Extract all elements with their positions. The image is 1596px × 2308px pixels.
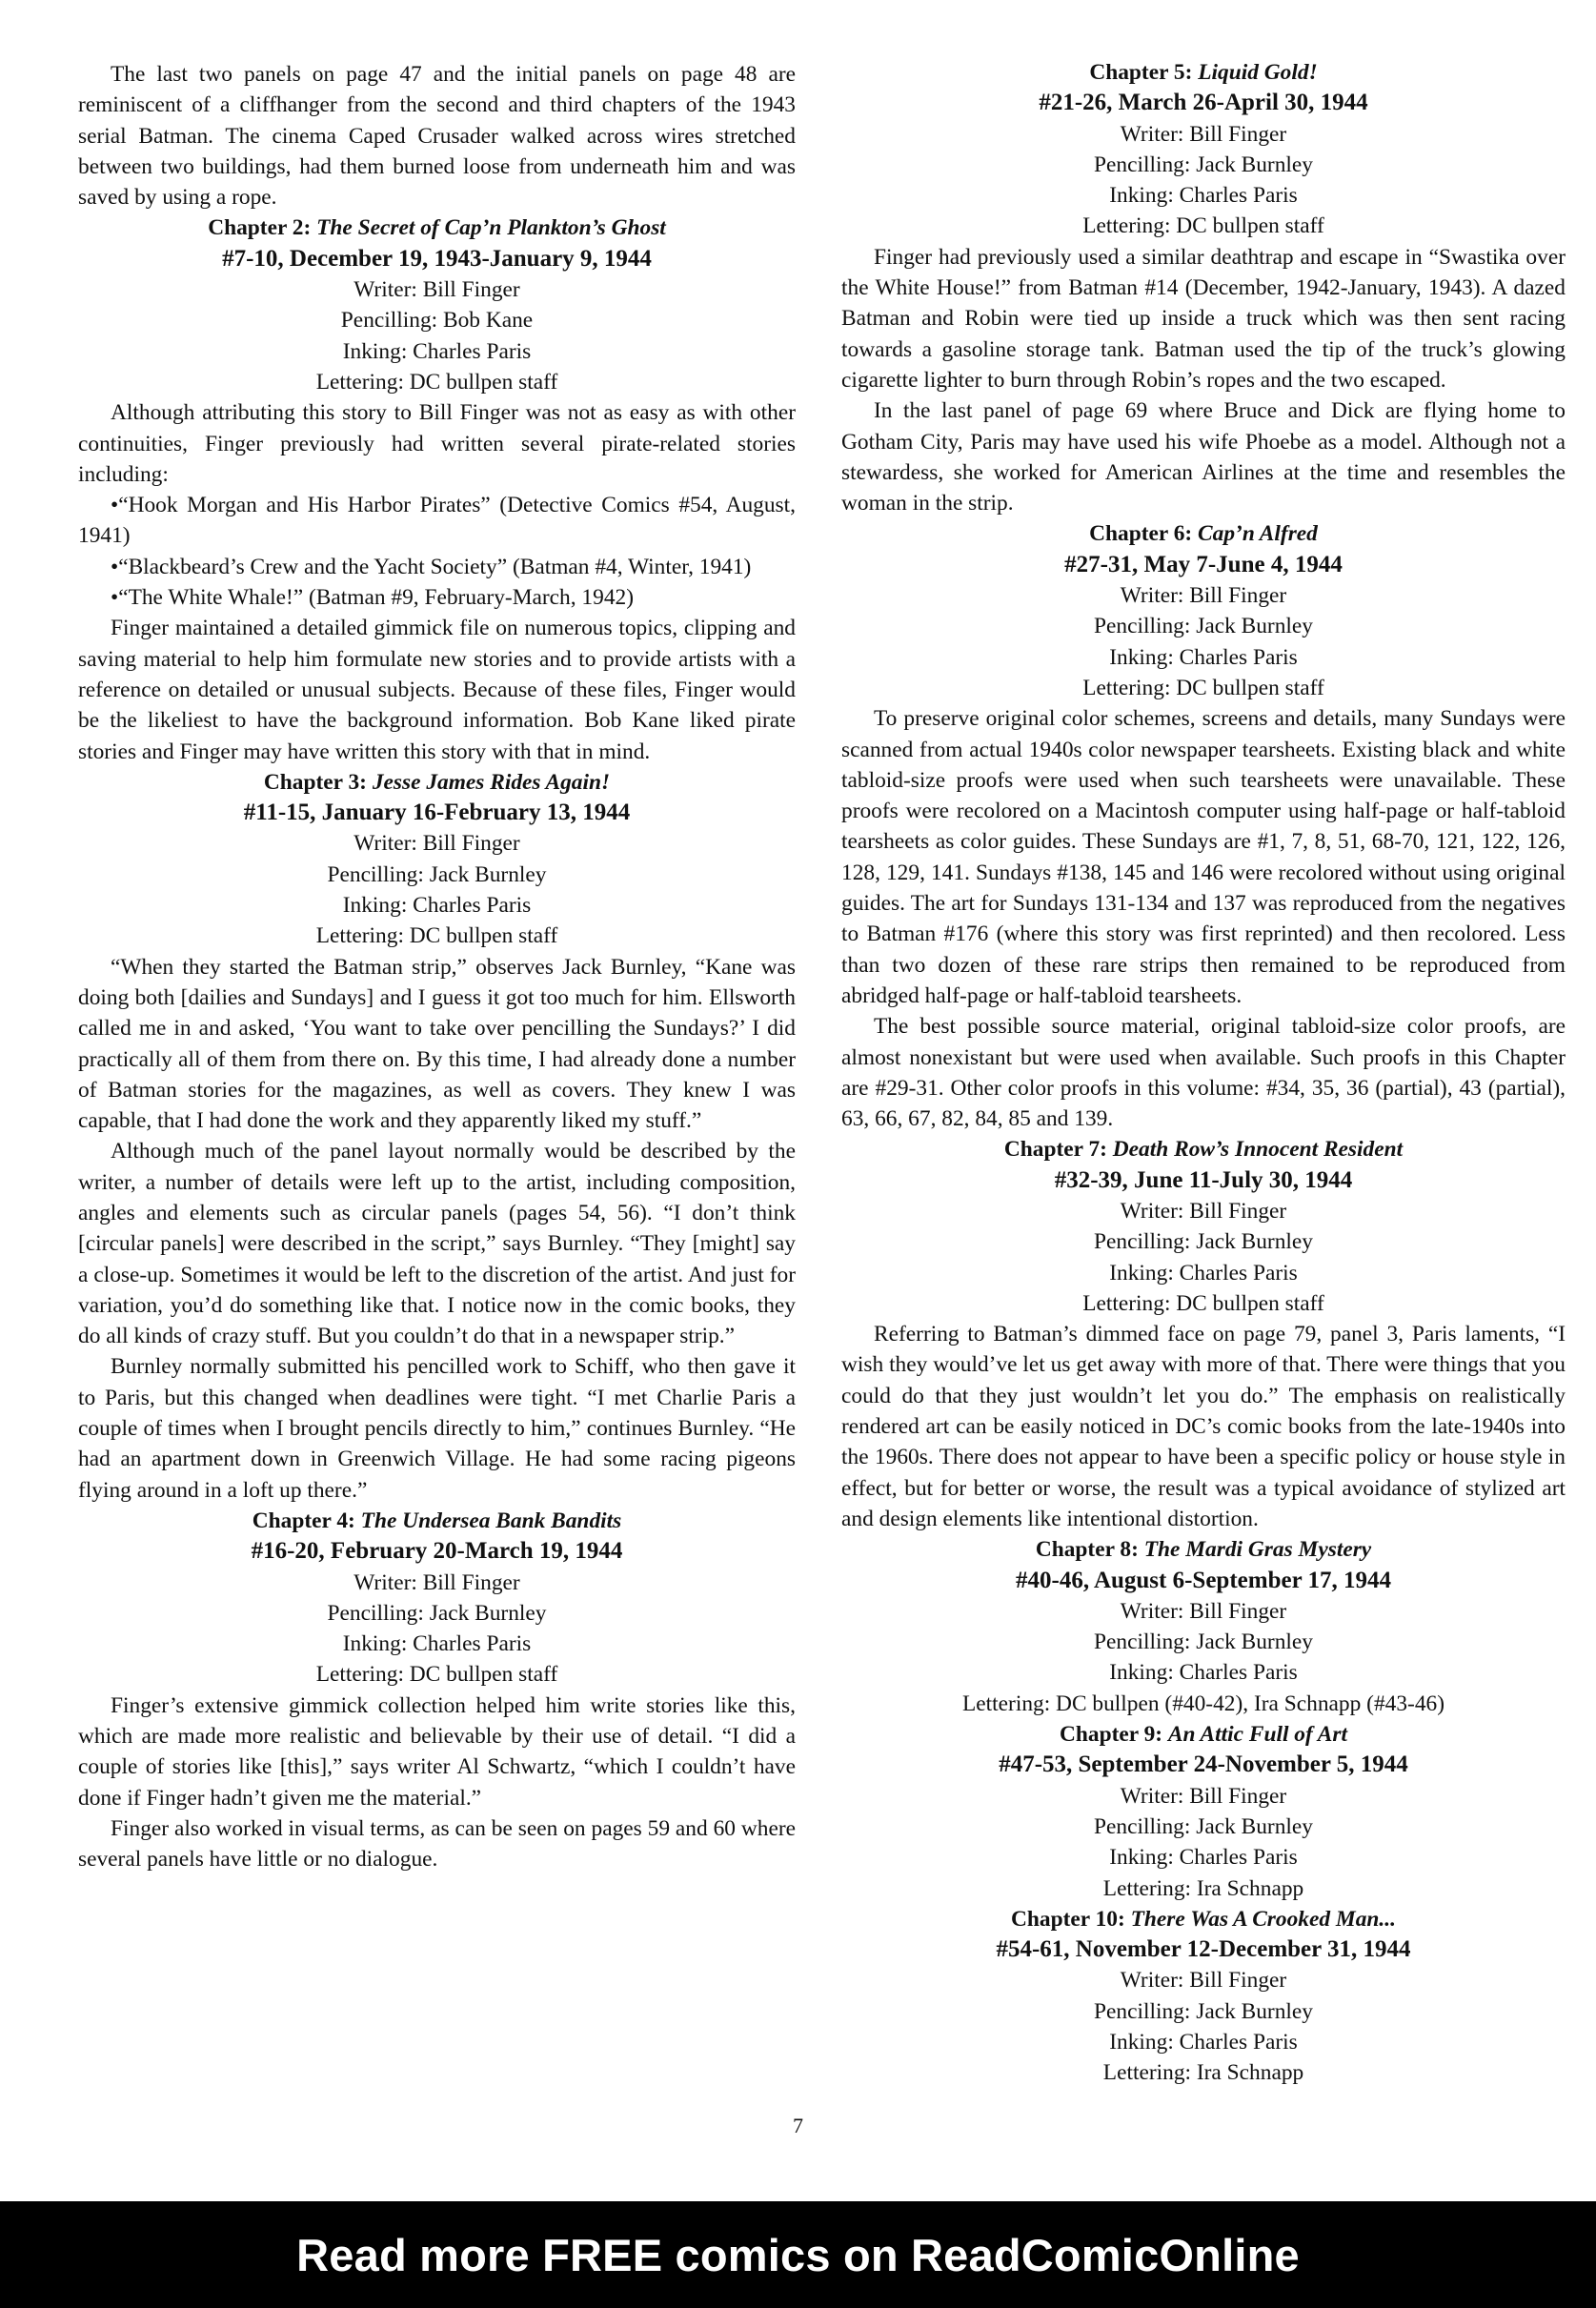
chapter-dates: #54-61, November 12-December 31, 1944 [996, 1936, 1411, 1963]
page-number: 7 [793, 2114, 803, 2137]
credit-line: Inking: Charles Paris [342, 338, 532, 364]
body-paragraph: In the last panel of page 69 where Bruce and Dick are flying home to Gotham City, Paris may have used his wife Phoebe as a model. Although not a stewardess, she worked for American Airlines at the time and resembles the woman in the strip. [841, 398, 1566, 516]
chapter-dates: #47-53, September 24-November 5, 1944 [999, 1751, 1408, 1778]
chapter-heading [78, 767, 796, 798]
body-paragraph: Finger’s extensive gimmick collection helped him write stories like this, which are made more realistic and believable by their use of detail. “I did a couple of stories like [this],” says writer Al Schwartz, “which I couldn’t have done if Finger hadn’t given me the material.” [78, 1692, 796, 1811]
credit-line: Writer: Bill Finger [1120, 583, 1287, 609]
chapter-dates: #40-46, August 6-September 17, 1944 [1016, 1567, 1391, 1593]
chapter-label: Chapter 5: [1089, 60, 1199, 85]
credit-line: Lettering: Ira Schnapp [1102, 1875, 1304, 1901]
credit-line: Pencilling: Jack Burnley [1094, 152, 1313, 177]
credit-line: Lettering: DC bullpen staff [1082, 675, 1324, 700]
chapter-title: The Secret of Cap’n Plankton’s Ghost [316, 215, 666, 241]
chapter-dates: #27-31, May 7-June 4, 1944 [1064, 551, 1343, 577]
credit-line: Lettering: DC bullpen staff [315, 1662, 558, 1688]
credit-line: Pencilling: Jack Burnley [1094, 614, 1313, 639]
chapter-label: Chapter 2: [208, 215, 317, 241]
credit-line: Writer: Bill Finger [1120, 1598, 1287, 1624]
body-paragraph: Burnley normally submitted his pencilled work to Schiff, who then gave it to Paris, but this changed when deadlines were tight. “I met Charlie Paris a couple of times when I brought pencils directly to him,” continues Burnley. “He had an apartment down in Greenwich Village. He had some racing pigeons flying around in a loft up there.” [78, 1354, 796, 1503]
credit-line: Inking: Charles Paris [1109, 2030, 1298, 2055]
chapter-label: Chapter 3: [263, 769, 373, 795]
chapter-title: The Mardi Gras Mystery [1143, 1537, 1372, 1563]
chapter-dates: #11-15, January 16-February 13, 1944 [243, 800, 631, 826]
chapter-heading [841, 1534, 1566, 1565]
credit-line: Pencilling: Bob Kane [340, 308, 534, 334]
chapter-label: Chapter 6: [1089, 521, 1199, 547]
credit-line: Lettering: Ira Schnapp [1102, 2060, 1304, 2086]
body-paragraph: “When they started the Batman strip,” observes Jack Burnley, “Kane was doing both [dailies and Sundays] and I guess it got too much for him. Ellsworth called me in and asked, ‘You want to take over pencilling the Sundays?’ I did practically all of them from there on. By this time, I had already done a number of Batman stories for the magazines, as well as covers. They knew I was capable, that I had done the work and they apparently liked my stuff.” [78, 954, 796, 1134]
credit-line: Writer: Bill Finger [354, 831, 520, 857]
credit-line: Pencilling: Jack Burnley [327, 861, 547, 887]
chapter-label: Chapter 9: [1060, 1722, 1168, 1748]
credit-line: Writer: Bill Finger [354, 1569, 520, 1595]
chapter-dates: #32-39, June 11-July 30, 1944 [1054, 1166, 1353, 1193]
credit-line: Writer: Bill Finger [1120, 1968, 1287, 1994]
chapter-title: Liquid Gold! [1198, 60, 1318, 85]
body-paragraph: Finger had previously used a similar deathtrap and escape in “Swastika over the White House!” from Batman #14 (December, 1942-January, 1943). A dazed Batman and Robin were tied up inside a truck which was then sent racing towards a gasoline storage tank. Batman used the tip of the truck’s glowing cigarette lighter to burn through Robin’s ropes and the two escaped. [841, 244, 1566, 393]
body-paragraph: Although much of the panel layout normally would be described by the writer, a number of details were left up to the artist, including composition, angles and elements such as circular panels (pages 54, 56). “I don’t think [circular panels] were described in the script,” says Burnley. “They [might] say a close-up. Sometimes it would be left to the discretion of the artist. And just for variation, you’d do something like that. I notice now in the comic books, they do all kinds of crazy stuff. But you couldn’t do that in a newspaper strip.” [78, 1139, 796, 1349]
chapter-title: Cap’n Alfred [1198, 521, 1318, 547]
credit-line: Writer: Bill Finger [1120, 1783, 1287, 1809]
credit-line: Pencilling: Jack Burnley [1094, 1229, 1313, 1255]
credit-line: Inking: Charles Paris [1109, 183, 1298, 209]
body-paragraph: Finger also worked in visual terms, as can be seen on pages 59 and 60 where several panels have little or no dialogue. [78, 1815, 796, 1873]
chapter-heading [841, 1719, 1566, 1750]
chapter-heading [78, 213, 796, 243]
chapter-dates: #7-10, December 19, 1943-January 9, 1944 [222, 245, 652, 272]
body-paragraph: The last two panels on page 47 and the initial panels on page 48 are reminiscent of a cliffhanger from the second and third chapters of the 1943 serial Batman. The cinema Caped Crusader walked across wires stretched between two buildings, had them burned loose from underneath him and was saved by using a rope. [78, 62, 796, 211]
chapter-heading [841, 1904, 1566, 1934]
chapter-label: Chapter 4: [252, 1508, 361, 1533]
chapter-heading [78, 1506, 796, 1536]
chapter-heading [841, 57, 1566, 88]
body-paragraph: The best possible source material, original tabloid-size color proofs, are almost nonexistant but were used when available. Such proofs in this Chapter are #29-31. Other color proofs in this volume: #34, 35, 36 (partial), 43 (partial), 63, 66, 67, 82, 84, 85 and 139. [841, 1014, 1566, 1132]
credit-line: Inking: Charles Paris [1109, 1660, 1298, 1686]
chapter-title: An Attic Full of Art [1167, 1722, 1347, 1748]
chapter-label: Chapter 10: [1011, 1906, 1131, 1932]
footer-banner[interactable]: Read more FREE comics on ReadComicOnline [0, 2201, 1596, 2308]
bullet-item: •“The White Whale!” (Batman #9, February-March, 1942) [111, 585, 635, 611]
body-paragraph: Although attributing this story to Bill Finger was not as easy as with other continuities, Finger previously had written several pirate-related stories including: [78, 400, 796, 487]
credit-line: Pencilling: Jack Burnley [327, 1600, 547, 1626]
chapter-dates: #21-26, March 26-April 30, 1944 [1039, 90, 1368, 116]
credit-line: Pencilling: Jack Burnley [1094, 1998, 1313, 2024]
body-paragraph: To preserve original color schemes, screens and details, many Sundays were scanned from actual 1940s color newspaper tearsheets. Existing black and white tabloid-size proofs were used when such tearsheets were unavailable. These proofs were recolored on a Macintosh computer using half-page or half-tabloid tearsheets as color guides. These Sundays are #1, 7, 8, 51, 68-70, 121, 122, 126, 128, 129, 141. Sundays #138, 145 and 146 were recolored without using original guides. The art for Sundays 131-134 and 137 was reproduced from the negatives to Batman #176 (where this story was first reprinted) and then recolored. Less than two dozen of these rare strips then remained to be reproduced from abridged half-page or half-tabloid tearsheets. [841, 706, 1566, 1008]
credit-line: Pencilling: Jack Burnley [1094, 1813, 1313, 1839]
left-column [78, 59, 796, 1875]
bullet-item: •“Hook Morgan and His Harbor Pirates” (Detective Comics #54, August, 1941) [78, 493, 796, 549]
credit-line: Inking: Charles Paris [1109, 644, 1298, 670]
body-paragraph: Finger maintained a detailed gimmick file on numerous topics, clipping and saving material to help him formulate new stories and to provide artists with a reference on detailed or unusual subjects. Because of these files, Finger would be the likeliest to have the background information. Bob Kane liked pirate stories and Finger may have written this story with that in mind. [78, 616, 796, 764]
credit-line: Inking: Charles Paris [1109, 1845, 1298, 1871]
chapter-heading [841, 518, 1566, 549]
credit-line: Lettering: DC bullpen staff [315, 923, 558, 949]
credit-line: Inking: Charles Paris [342, 893, 532, 919]
chapter-heading [841, 1134, 1566, 1164]
credit-line: Lettering: DC bullpen (#40-42), Ira Schnapp (#43-46) [961, 1691, 1445, 1716]
credit-line: Pencilling: Jack Burnley [1094, 1630, 1313, 1655]
credit-line: Inking: Charles Paris [342, 1631, 532, 1657]
credit-line: Inking: Charles Paris [1109, 1260, 1298, 1286]
credit-line: Lettering: DC bullpen staff [315, 369, 558, 395]
bullet-item: •“Blackbeard’s Crew and the Yacht Society” (Batman #4, Winter, 1941) [111, 554, 752, 579]
chapter-title: Death Row’s Innocent Resident [1112, 1137, 1404, 1163]
credit-line: Writer: Bill Finger [1120, 1198, 1287, 1224]
chapter-label: Chapter 8: [1035, 1537, 1144, 1563]
chapter-title: Jesse James Rides Again! [372, 769, 611, 795]
right-column [841, 57, 1566, 2089]
credit-line: Lettering: DC bullpen staff [1082, 1290, 1324, 1316]
chapter-dates: #16-20, February 20-March 19, 1944 [251, 1538, 623, 1565]
credit-line: Writer: Bill Finger [354, 277, 520, 303]
body-paragraph: Referring to Batman’s dimmed face on page 79, panel 3, Paris laments, “I wish they would’ve let us get away with more of that. There were things that you could do that they just wouldn’t let you do.” The emphasis on realistically rendered art can be easily noticed in DC’s comic books from the late-1940s into the 1960s. There does not appear to have been a specific policy or house style in effect, but for better or worse, the result was a typical avoidance of stylized art and design elements like intentional distortion. [841, 1322, 1566, 1531]
chapter-title: The Undersea Bank Bandits [360, 1508, 622, 1533]
chapter-title: There Was A Crooked Man... [1130, 1906, 1396, 1932]
credit-line: Writer: Bill Finger [1120, 121, 1287, 147]
credit-line: Lettering: DC bullpen staff [1082, 213, 1324, 239]
chapter-label: Chapter 7: [1003, 1137, 1113, 1163]
